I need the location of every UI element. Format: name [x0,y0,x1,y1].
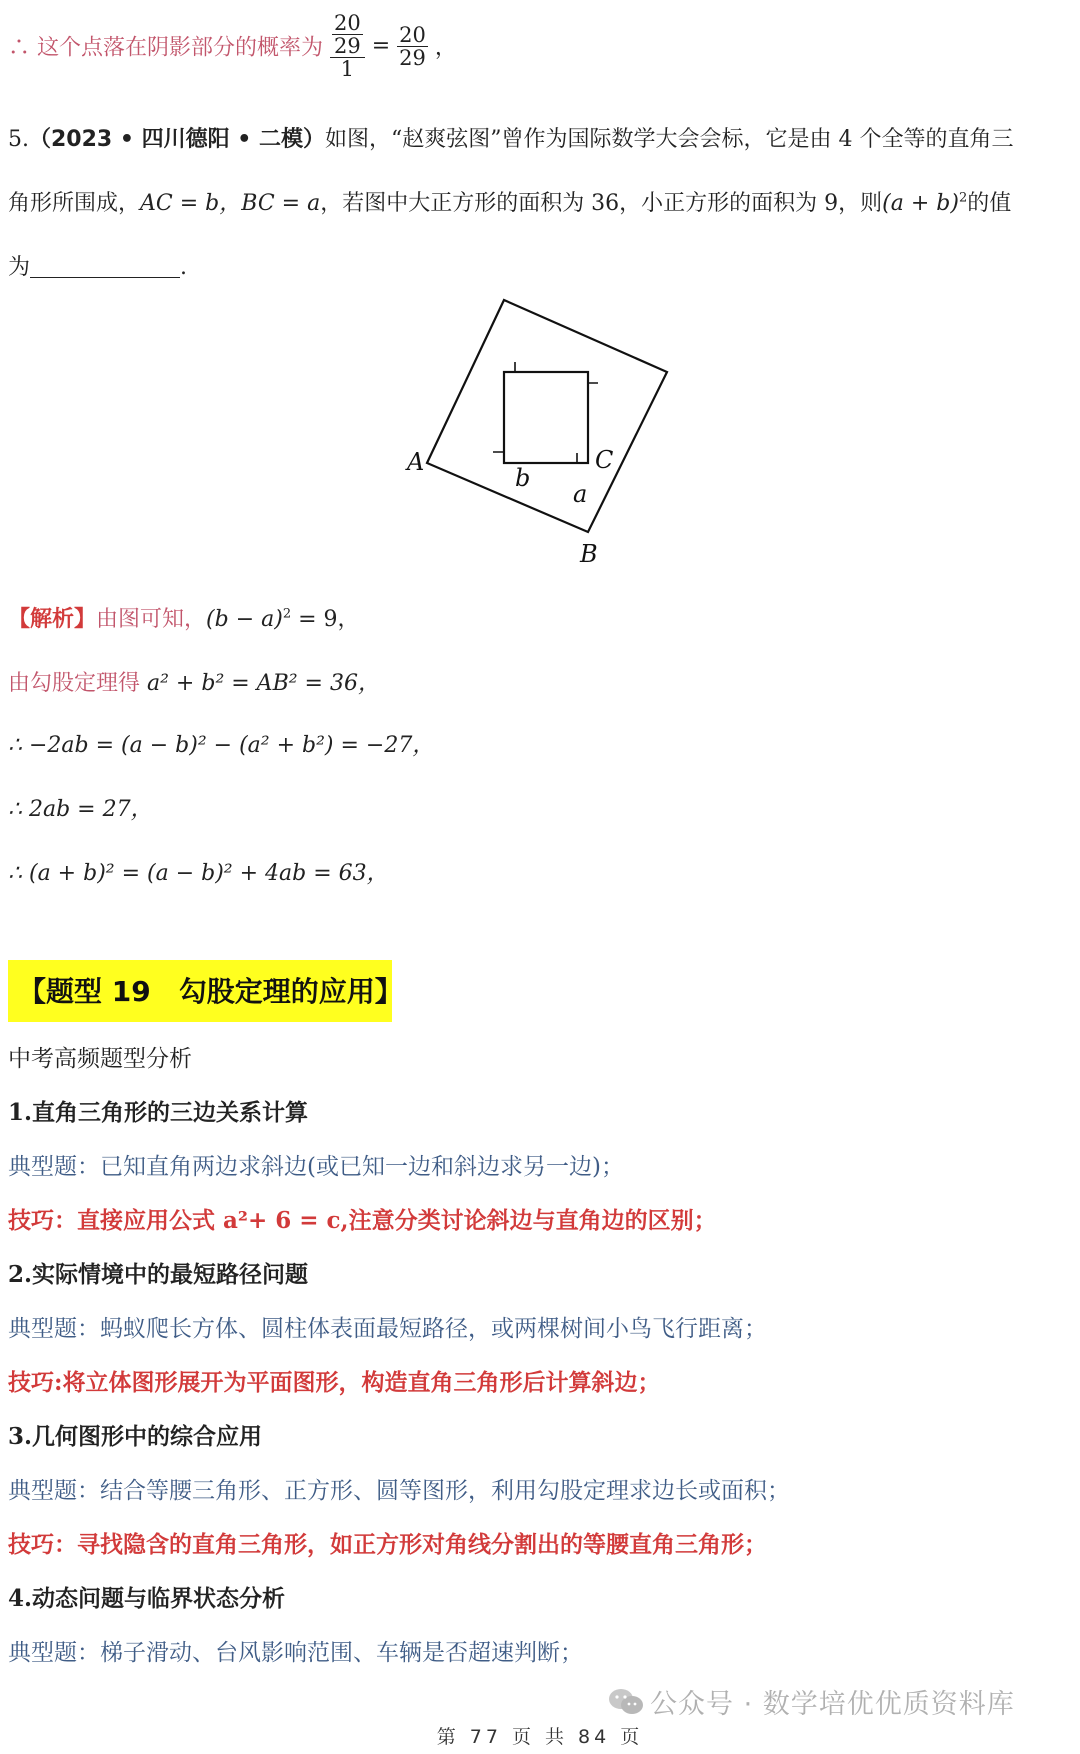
right-angle-mark-3 [493,452,504,463]
solution-math-2: a² + b² = AB² = 36， [147,671,380,696]
problem-text-1: 如图，“赵爽弦图”曾作为国际数学大会会标，它是由 4 个全等的直角三 [325,127,1014,152]
item-1-title: 1.直角三角形的三边关系计算 [8,1099,309,1126]
solution-line-2 [8,666,380,697]
problem-math-apb: (a + b) [882,191,959,216]
item-2-title: 2.实际情境中的最短路径问题 [8,1261,309,1288]
section-banner-title: 【题型 19 勾股定理的应用】 [18,975,403,1008]
problem-line-2 [8,186,1011,217]
right-angle-mark-4 [577,453,588,463]
equals-sign: = [371,33,391,59]
result-fraction-den: 29 [399,45,426,70]
item-4-typical: 典型题：梯子滑动、台风影响范围、车辆是否超速判断； [8,1640,583,1666]
problem-text-3-end: . [180,255,188,280]
item-2-typical: 典型题：蚂蚁爬长方体、圆柱体表面最短路径，或两棵树间小鸟飞行距离； [8,1316,767,1342]
zhao-shuang-diagram [405,290,695,570]
label-A: A [407,448,425,476]
section-heading: 中考高频题型分析 [8,1046,192,1072]
compound-fraction [330,12,365,80]
prev-answer-line [8,12,457,80]
item-2-tip: 技巧:将立体图形展开为平面图形，构造直角三角形后计算斜边； [8,1369,661,1396]
solution-math-1: (b − a) [206,607,283,632]
watermark-text: 公众号 · 数学培优优质资料库 [650,1689,1015,1720]
problem-text-3: 为 [8,255,31,280]
problem-math-exponent: 2 [958,190,968,206]
result-fraction [397,24,428,69]
prev-answer-prefix: ∴ 这个点落在阴影部分的概率为 [8,35,323,61]
problem-line-3 [8,250,187,281]
label-B: B [580,540,598,568]
solution-text-2: 由勾股定理得 [8,671,147,696]
solution-line-4: ∴ 2ab = 27， [8,797,153,822]
problem-text-2a: 角形所围成， [8,191,141,216]
problem-text-2b: ，若图中大正方形的面积为 36，小正方形的面积为 9，则 [320,191,883,216]
compound-fraction-top [330,12,365,58]
problem-text-2c: 的值 [967,191,1012,216]
right-angle-mark-2 [588,372,598,383]
watermark [608,1682,1015,1724]
problem-math-ac-bc: AC = b，BC = a [140,191,321,216]
problem-number: 5. [8,127,29,152]
solution-text-1: 由图可知， [96,607,207,632]
solution-tag: 【解析】 [8,607,97,632]
inner-square [504,372,588,463]
result-fraction-num: 20 [399,22,426,47]
prev-answer-comma: ， [434,35,457,61]
right-angle-mark-1 [504,362,515,372]
problem-line-1 [8,122,1013,153]
page-footer: 第 77 页 共 84 页 [436,1726,644,1748]
item-3-typical: 典型题：结合等腰三角形、正方形、圆等图形，利用勾股定理求边长或面积； [8,1478,790,1504]
label-C: C [595,446,614,474]
item-1-typical: 典型题：已知直角两边求斜边(或已知一边和斜边求另一边)； [8,1154,624,1180]
compound-fraction-bottom: 1 [340,57,355,82]
label-a: a [573,480,588,508]
item-1-tip: 技巧：直接应用公式 a²+ 6 = c,注意分类讨论斜边与直角边的区别； [8,1207,717,1234]
item-3-tip: 技巧：寻找隐含的直角三角形，如正方形对角线分割出的等腰直角三角形； [8,1531,767,1558]
inner-fraction [332,12,363,57]
solution-line-5: ∴ (a + b)² = (a − b)² + 4ab = 63， [8,861,389,886]
section-banner [8,960,403,1022]
item-3-title: 3.几何图形中的综合应用 [8,1423,263,1450]
problem-source: （2023 • 四川德阳 • 二模） [29,127,325,152]
solution-line-3: ∴ −2ab = (a − b)² − (a² + b²) = −27， [8,733,435,758]
inner-fraction-num: 20 [334,11,361,35]
label-b: b [515,464,531,492]
solution-line-1 [8,602,360,633]
outer-square [427,300,667,532]
inner-fraction-den: 29 [334,34,361,59]
solution-math-1-exp: 2 [282,606,292,622]
wechat-icon [608,1687,644,1724]
answer-blank[interactable] [30,257,180,278]
item-4-title: 4.动态问题与临界状态分析 [8,1585,286,1612]
solution-math-1-tail: = 9， [291,607,360,632]
